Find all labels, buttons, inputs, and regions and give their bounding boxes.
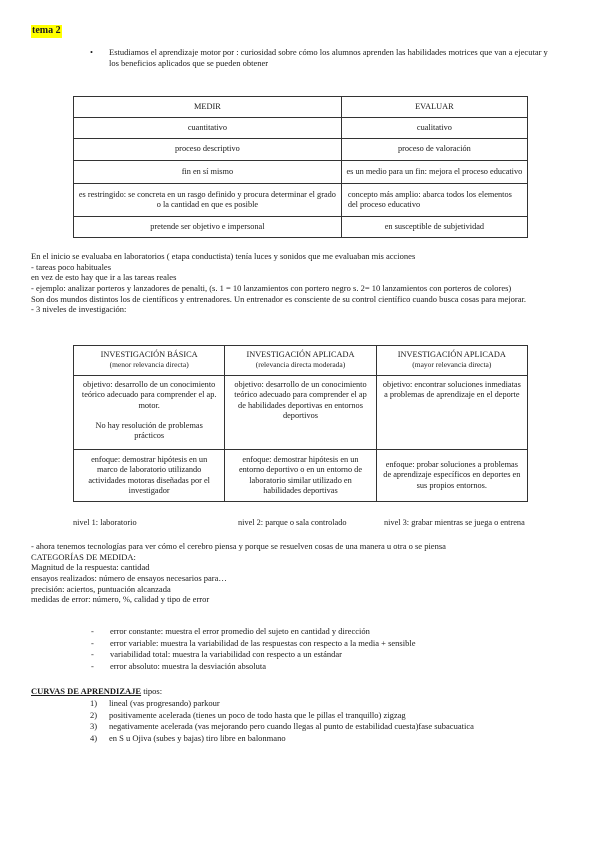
list-item-text: error variable: muestra la variabilidad de las respuestas con respecto a la media + sensible: [110, 637, 416, 648]
cell-text: objetivo: desarrollo de un conocimiento teórico adecuado para comprender el ap de habilidades deportivas en entornos deportivos: [234, 380, 367, 421]
list-number: 3): [90, 721, 98, 732]
table-cell: proceso de valoración: [341, 139, 527, 161]
text-line: - ahora tenemos tecnologías para ver cómo el cerebro piensa y porque se resuelven cosas de una manera u otra o se piensa: [31, 541, 446, 551]
list-item-text: error constante: muestra el error promedio del sujeto en cantidad y dirección: [110, 626, 370, 636]
curvas-suffix: tipos:: [141, 686, 163, 696]
list-number: 1): [90, 698, 98, 708]
table-header-basica: [74, 346, 225, 376]
intro-bullet-text: Estudiamos el aprendizaje motor por : curiosidad sobre cómo los alumnos aprenden las habilidades motrices que van a ejecutar y los beneficios aplicados que se pueden obtener: [109, 47, 548, 68]
text-line: ensayos realizados: número de ensayos necesarios para…: [31, 572, 227, 583]
text-line: - ejemplo: analizar porteros y lanzadores de penalti, (s. 1 = 10 lanzamientos con portero negro s. 2= 10 lanzamientos con porteros de colores): [31, 282, 512, 293]
dash-marker: -: [91, 637, 94, 648]
list-item-text: en S u Ojiva (subes y bajas) tiro libre en balonmano: [109, 733, 286, 744]
level-label-3: nivel 3: grabar mientras se juega o entrena: [384, 518, 525, 527]
header-subtitle: (relevancia directa moderada): [255, 360, 346, 370]
text-line: medidas de error: número, %, calidad y tipo de error: [31, 594, 210, 605]
text-line: - tareas poco habituales: [31, 261, 112, 272]
list-item-text: variabilidad total: muestra la variabilidad con respecto a un estándar: [110, 649, 343, 659]
table-cell: cuantitativo: [74, 118, 342, 139]
header-subtitle: (menor relevancia directa): [109, 360, 189, 370]
dash-marker: -: [91, 649, 94, 659]
cell-text: objetivo: encontrar soluciones inmediatas a problemas de aprendizaje en el deporte: [382, 380, 521, 400]
list-item-text: negativamente acelerada (vas mejorando pero cuando llegas al punto de estabilidad cuesta)fase subacuatica: [109, 721, 474, 732]
list-number: 4): [90, 733, 98, 744]
medir-evaluar-table: [73, 96, 528, 238]
intro-bullet: [90, 47, 550, 68]
investigacion-table: [73, 345, 528, 502]
list-number: 2): [90, 709, 98, 720]
text-line: - 3 niveles de investigación:: [31, 304, 127, 315]
table-header-aplicada-mayor: [376, 346, 527, 376]
text-line: en vez de esto hay que ir a las tareas reales: [31, 272, 177, 283]
cell-text: No hay resolución de problemas prácticos: [95, 421, 203, 441]
header-title: INVESTIGACIÓN BÁSICA: [100, 350, 198, 359]
table-cell-enfoque: enfoque: probar soluciones a problemas de aprendizaje específicos en deportes en sus propios entornos.: [376, 450, 527, 502]
header-title: INVESTIGACIÓN APLICADA: [246, 350, 355, 359]
text-line: Magnitud de la respuesta: cantidad: [31, 562, 150, 573]
table-cell: pretende ser objetivo e impersonal: [74, 217, 342, 238]
table-cell: fin en sí mismo: [74, 161, 342, 184]
table-cell: proceso descriptivo: [74, 139, 342, 161]
level-label-1: nivel 1: laboratorio: [73, 518, 137, 527]
level-label-2: nivel 2: parque o sala controlado: [238, 518, 347, 527]
categorias-block: [31, 541, 446, 605]
table-cell: en susceptible de subjetividad: [341, 217, 527, 238]
table-cell-objetivo: [74, 376, 225, 450]
table-cell: es un medio para un fin: mejora el proceso educativo: [341, 161, 527, 184]
table-header-evaluar: EVALUAR: [341, 97, 527, 118]
text-line: precisión: aciertos, puntuación alcanzada: [31, 583, 171, 594]
paragraph-evaluacion: [31, 251, 576, 315]
dash-marker: -: [91, 660, 94, 671]
table-cell-enfoque: enfoque: demostrar hipótesis en un entorno deportivo o en un entorno de laboratorio similar utilizado en habilidades deportivas: [225, 450, 376, 502]
table-cell: es restringido: se concreta en un rasgo definido y procura determinar el grado o la cantidad en que es posible: [74, 184, 342, 217]
table-header-medir: MEDIR: [74, 97, 342, 118]
list-item-text: lineal (vas progresando) parkour: [109, 698, 220, 708]
header-title: INVESTIGACIÓN APLICADA: [397, 350, 506, 359]
bullet-dot-icon: •: [90, 47, 93, 57]
text-line: Son dos mundos distintos los de científicos y entrenadores. Un entrenador es consciente de su control científico cuando busca cosas para mejorar.: [31, 293, 526, 304]
page-title: tema 2: [32, 25, 61, 36]
cell-text: objetivo: desarrollo de un conocimiento teórico adecuado para comprender el ap. motor.: [81, 380, 217, 410]
text-line: En el inicio se evaluaba en laboratorios ( etapa conductista) tenía luces y sonidos que me evaluaban mis acciones: [31, 251, 416, 261]
table-cell: cualitativo: [341, 118, 527, 139]
section-heading: CATEGORÍAS DE MEDIDA:: [31, 551, 136, 562]
curvas-heading-line: [31, 686, 162, 697]
dash-marker: -: [91, 626, 94, 636]
table-cell-objetivo: [376, 376, 527, 450]
list-item-text: error absoluto: muestra la desviación absoluta: [110, 660, 267, 671]
table-cell-enfoque: enfoque: demostrar hipótesis en un marco de laboratorio utilizando actividades motoras diseñadas por el investigador: [74, 450, 225, 502]
list-item-text: positivamente acelerada (tienes un poco de todo hasta que le pillas el tranquillo) zigzag: [109, 709, 406, 720]
header-subtitle: (mayor relevancia directa): [412, 360, 492, 370]
table-cell: concepto más amplio: abarca todos los elementos del proceso educativo: [341, 184, 527, 217]
curvas-heading: CURVAS DE APRENDIZAJE: [31, 686, 142, 696]
table-cell-objetivo: [225, 376, 376, 450]
table-header-aplicada: [225, 346, 376, 376]
